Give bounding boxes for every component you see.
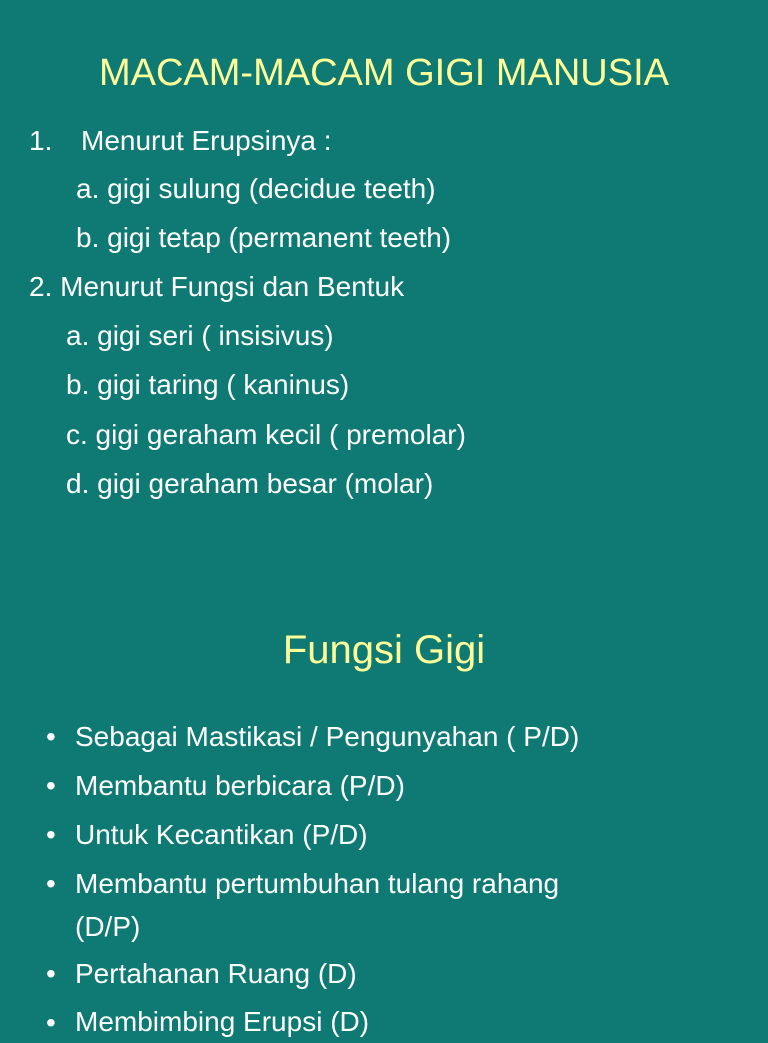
section-1-item: b. gigi tetap (permanent teeth) [76, 222, 452, 253]
bullet-item: Membantu berbicara (P/D) [75, 770, 405, 801]
bullet-item: Membimbing Erupsi (D) [75, 1006, 370, 1037]
bullet-dot: • [46, 721, 56, 752]
bullet-item: Untuk Kecantikan (P/D) [75, 819, 368, 850]
section-1-item: a. gigi sulung (decidue teeth) [76, 173, 436, 204]
bullet-dot: • [46, 770, 56, 801]
bullet-dot: • [46, 1007, 56, 1038]
section-2-item: b. gigi taring ( kaninus) [66, 369, 350, 400]
slide-title: Fungsi Gigi [282, 628, 486, 672]
section-1-number: 1. [29, 125, 53, 156]
bullet-item: Sebagai Mastikasi / Pengunyahan ( P/D) [75, 721, 580, 752]
section-2-item: c. gigi geraham kecil ( premolar) [66, 419, 466, 450]
bullet-dot: • [46, 819, 56, 850]
bullet-dot: • [46, 868, 56, 899]
section-2-item: a. gigi seri ( insisivus) [66, 320, 334, 351]
bullet-dot: • [46, 958, 56, 989]
section-2-item: d. gigi geraham besar (molar) [66, 468, 434, 499]
bullet-item-continuation: (D/P) [75, 911, 141, 942]
bullet-item: Pertahanan Ruang (D) [75, 958, 357, 989]
slide-title: MACAM-MACAM GIGI MANUSIA [98, 52, 670, 94]
slide-fungsi-gigi [0, 600, 768, 1038]
section-1-heading: Menurut Erupsinya : [81, 125, 332, 156]
bullet-item: Membantu pertumbuhan tulang rahang [75, 868, 560, 899]
section-2-heading: 2. Menurut Fungsi dan Bentuk [29, 271, 405, 302]
